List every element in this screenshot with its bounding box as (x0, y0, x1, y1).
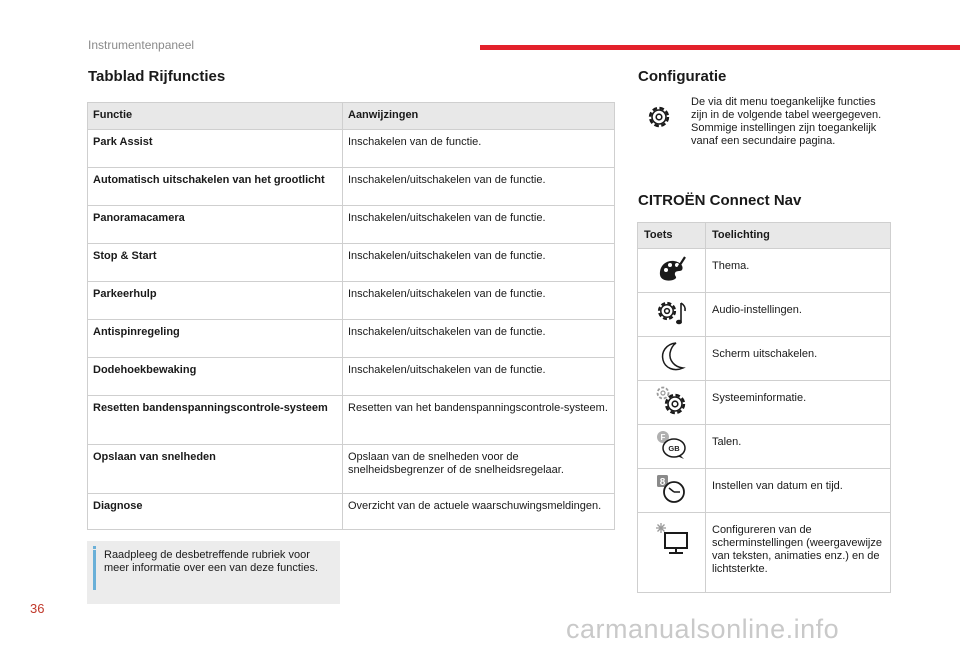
table-row (88, 494, 615, 530)
description-cell: Inschakelen van de functie. (343, 130, 615, 168)
table-row (88, 282, 615, 320)
function-cell: Opslaan van snelheden (88, 445, 343, 494)
description-cell: Systeeminformatie. (706, 381, 891, 425)
description-cell: Inschakelen/uitschakelen van de functie. (343, 358, 615, 396)
table-row (88, 445, 615, 494)
function-cell: Resetten bandenspanningscontrole-systeem (88, 396, 343, 445)
icon-cell (638, 337, 706, 381)
table-row (88, 320, 615, 358)
icon-cell (638, 425, 706, 469)
description-cell: Overzicht van de actuele waarschuwingsmeldingen. (343, 494, 615, 530)
function-cell: Diagnose (88, 494, 343, 530)
table-row (88, 168, 615, 206)
moon-icon (656, 340, 688, 374)
table-row (638, 469, 891, 513)
description-cell: Opslaan van de snelheden voor de snelheidsbegrenzer of de snelheidsregelaar. (343, 445, 615, 494)
description-cell: Inschakelen/uitschakelen van de functie. (343, 244, 615, 282)
description-cell: Audio-instellingen. (706, 293, 891, 337)
description-cell: Scherm uitschakelen. (706, 337, 891, 381)
watermark: carmanualsonline.info (566, 614, 840, 644)
info-icon (93, 546, 96, 549)
icon-cell (638, 469, 706, 513)
table-row (638, 513, 891, 593)
table-row (88, 244, 615, 282)
table-header-row (88, 103, 615, 130)
description-cell: Inschakelen/uitschakelen van de functie. (343, 320, 615, 358)
left-section-title: Tabblad Rijfuncties (88, 68, 226, 85)
description-cell: Instellen van datum en tijd. (706, 469, 891, 513)
calendar-day-label: 8 (659, 476, 665, 488)
table-row (638, 425, 891, 469)
screen-brightness-icon (653, 521, 691, 557)
description-cell: Inschakelen/uitschakelen van de functie. (343, 206, 615, 244)
description-cell: Thema. (706, 249, 891, 293)
description-cell: Inschakelen/uitschakelen van de functie. (343, 168, 615, 206)
connect-nav-table (637, 222, 891, 593)
function-cell: Antispinregeling (88, 320, 343, 358)
section-label: Instrumentenpaneel (88, 38, 195, 52)
icon-cell (638, 293, 706, 337)
config-description: De via dit menu toegankelijke functies zijn in de volgende tabel weergegeven. Sommige instellingen zijn toegankelijk vanaf een secundaire pagina. (691, 96, 882, 147)
table-header-cell: Toets (638, 223, 706, 249)
table-header-cell: Aanwijzingen (343, 103, 615, 130)
gears-icon (654, 384, 690, 418)
gear-music-icon (654, 297, 690, 329)
table-row (88, 206, 615, 244)
icon-cell (638, 513, 706, 593)
table-row (88, 396, 615, 445)
table-header-cell: Toelichting (706, 223, 891, 249)
table-row (88, 130, 615, 168)
function-cell: Panoramacamera (88, 206, 343, 244)
icon-cell (638, 249, 706, 293)
description-cell: Configureren van de scherminstellingen (weergavewijze van teksten, animaties enz.) en de lichtsterkte. (706, 513, 891, 593)
function-cell: Parkeerhulp (88, 282, 343, 320)
info-bar (93, 550, 96, 590)
function-cell: Automatisch uitschakelen van het grootlicht (88, 168, 343, 206)
description-cell: Resetten van het bandenspanningscontrole-systeem. (343, 396, 615, 445)
info-note (87, 541, 340, 604)
function-cell: Dodehoekbewaking (88, 358, 343, 396)
table-row (638, 293, 891, 337)
description-cell: Talen. (706, 425, 891, 469)
gear-icon (645, 103, 673, 131)
nav-title: CITROËN Connect Nav (638, 192, 802, 209)
page-number: 36 (30, 601, 45, 616)
table-row (638, 381, 891, 425)
icon-cell (638, 381, 706, 425)
table-row (88, 358, 615, 396)
table-header-row (638, 223, 891, 249)
function-cell: Park Assist (88, 130, 343, 168)
driving-functions-table (87, 102, 615, 530)
palette-icon (656, 253, 688, 285)
language-bubble-icon (654, 428, 690, 462)
function-cell: Stop & Start (88, 244, 343, 282)
language-gb-label: GB (667, 443, 680, 453)
config-title: Configuratie (638, 68, 727, 85)
info-note-text: Raadpleeg de desbetreffende rubriek voor meer informatie over een van deze functies. (104, 549, 319, 574)
table-row (638, 337, 891, 381)
header-accent-bar (480, 45, 960, 50)
calendar-clock-icon (654, 472, 690, 506)
description-cell: Inschakelen/uitschakelen van de functie. (343, 282, 615, 320)
language-f-label: F (660, 432, 665, 442)
table-row (638, 249, 891, 293)
table-header-cell: Functie (88, 103, 343, 130)
